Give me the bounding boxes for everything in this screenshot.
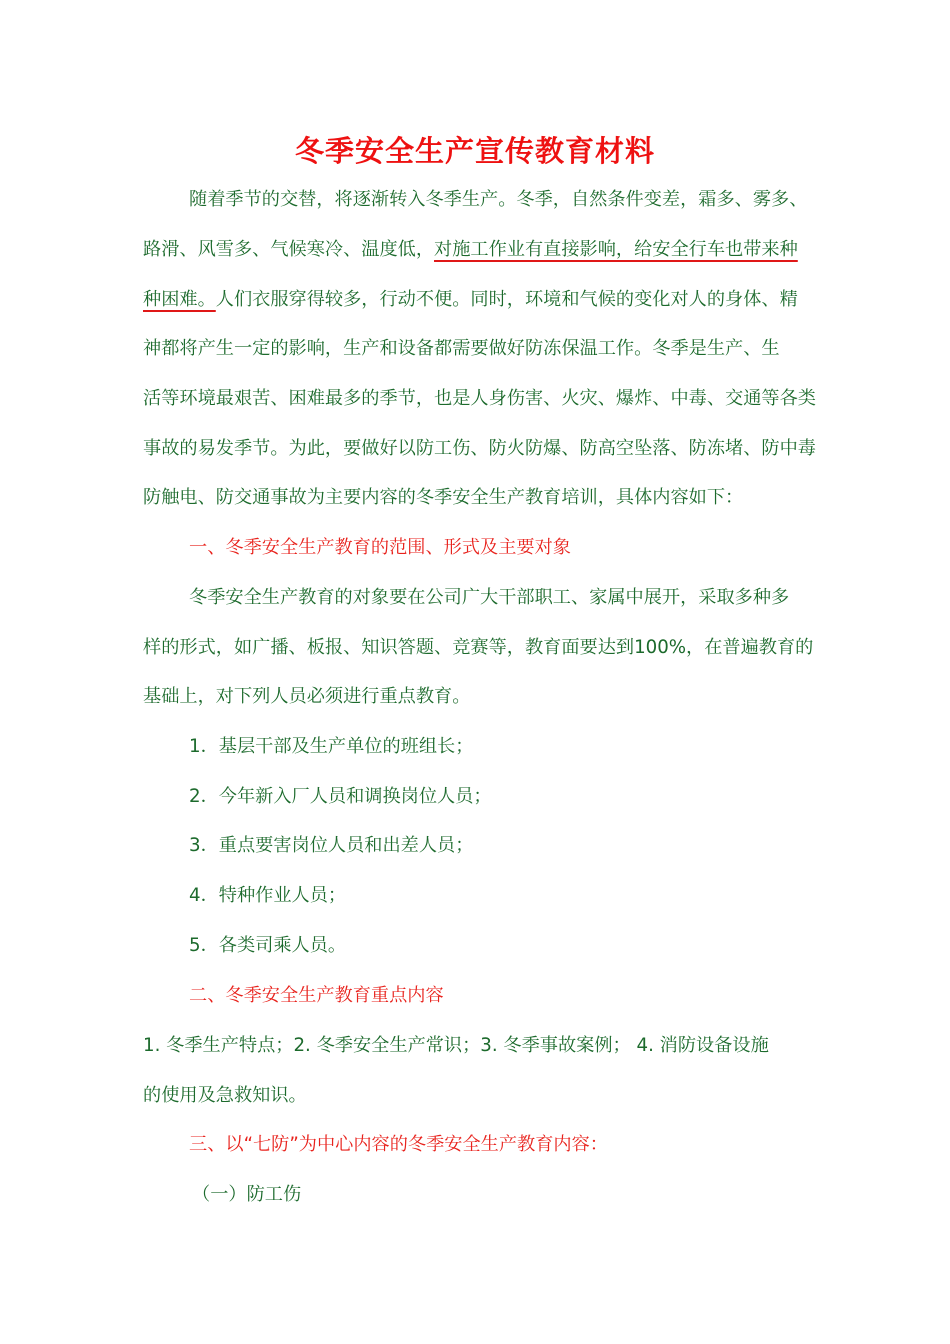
section-1-paragraph-line-2: 样的形式，如广播、板报、知识答题、竞赛等，教育面要达到100%，在普遍教育的 xyxy=(143,637,814,658)
section-2-paragraph-line-1: 1. 冬季生产特点；2. 冬季安全生产常识；3. 冬季事故案例； 4. 消防设备设施 xyxy=(143,1035,769,1056)
list-item: 1．基层干部及生产单位的班组长； xyxy=(189,736,474,757)
list-item: 2．今年新入厂人员和调换岗位人员； xyxy=(189,786,492,807)
intro-line-3-text: 人们衣服穿得较多，行动不便。同时，环境和气候的变化对人的身体、精 xyxy=(215,289,798,310)
list-item: 4．特种作业人员； xyxy=(189,885,347,906)
section-2-paragraph-line-2: 的使用及急救知识。 xyxy=(143,1085,307,1106)
intro-line-3 xyxy=(143,285,813,315)
intro-underlined-text-2: 种困难。 xyxy=(143,289,216,310)
intro-line-7: 防触电、防交通事故为主要内容的冬季安全生产教育培训，具体内容如下： xyxy=(143,487,744,508)
section-3-heading: 三、以“七防”为中心内容的冬季安全生产教育内容： xyxy=(189,1134,608,1155)
section-3-subheading: （一）防工伤 xyxy=(192,1184,302,1205)
intro-line-1: 随着季节的交替，将逐渐转入冬季生产。冬季，自然条件变差，霜多、雾多、 xyxy=(189,189,808,210)
intro-line-2 xyxy=(143,235,813,265)
document-title: 冬季安全生产宣传教育材料 xyxy=(294,134,655,168)
section-1-paragraph-line-3: 基础上，对下列人员必须进行重点教育。 xyxy=(143,686,471,707)
intro-line-6: 事故的易发季节。为此，要做好以防工伤、防火防爆、防高空坠落、防冻堵、防中毒 xyxy=(143,438,816,459)
section-1-heading: 一、冬季安全生产教育的范围、形式及主要对象 xyxy=(189,537,571,558)
list-item: 3．重点要害岗位人员和出差人员； xyxy=(189,835,474,856)
intro-line-4: 神都将产生一定的影响，生产和设备都需要做好防冻保温工作。冬季是生产、生 xyxy=(143,338,780,359)
section-2-heading: 二、冬季安全生产教育重点内容 xyxy=(189,985,444,1006)
list-item: 5．各类司乘人员。 xyxy=(189,935,347,956)
intro-line-5: 活等环境最艰苦、困难最多的季节，也是人身伤害、火灾、爆炸、中毒、交通等各类 xyxy=(143,388,816,409)
intro-line-2-text: 路滑、风雪多、气候寒冷、温度低， xyxy=(143,239,435,260)
intro-underlined-text-1: 对施工作业有直接影响，给安全行车也带来种 xyxy=(434,239,798,260)
section-1-paragraph-line-1: 冬季安全生产教育的对象要在公司广大干部职工、家属中展开，采取多种多 xyxy=(189,587,790,608)
